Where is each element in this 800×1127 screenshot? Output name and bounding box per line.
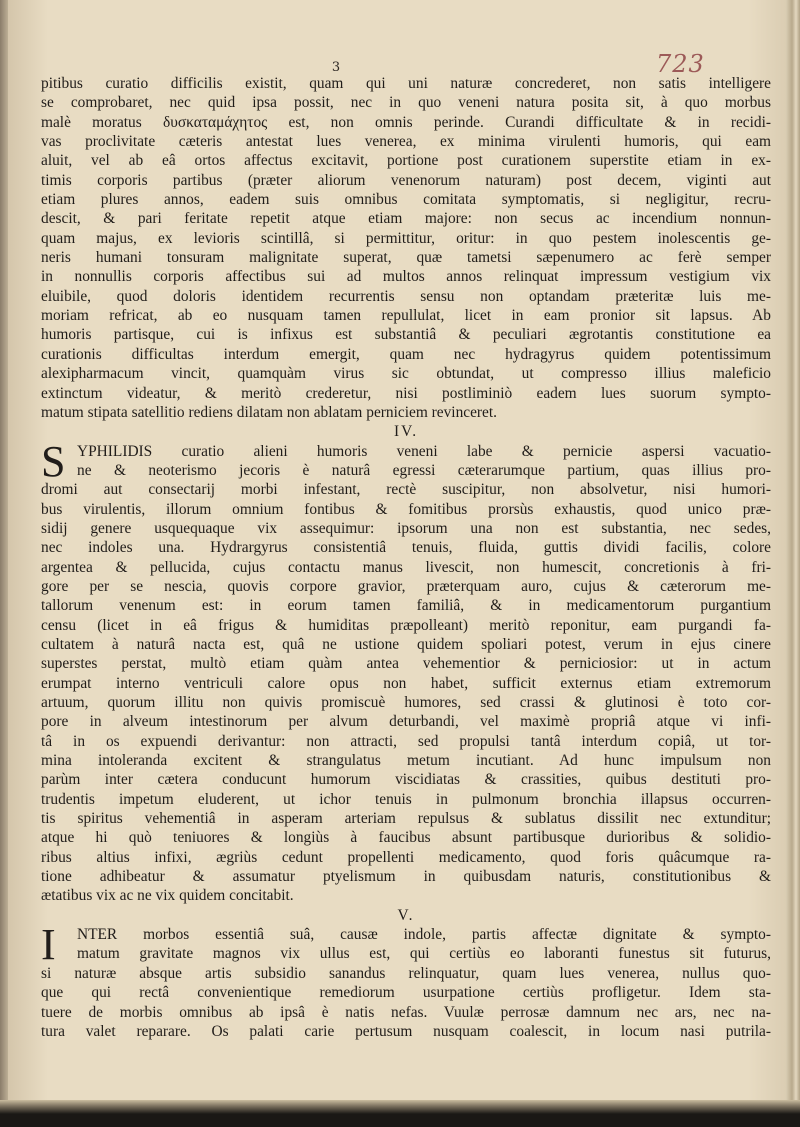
text-line: aluit, vel ab eâ ortos affectus excitavit, portione post curationem superstite etiam in ex- [41, 152, 771, 170]
text-line: erumpat interno ventriculi calore opus non habet, sufficit externus etiam extremorum [41, 674, 771, 692]
text-line: matum stipata satellitio rediens dilatam non ablatam perniciem revinceret. [41, 403, 498, 421]
text-line: moriam refricat, ab eo nusquam tamen repullulat, licet in eam pronior sit lapsus. Ab [41, 307, 771, 325]
text-line: argentea & pellucida, cujus contactu manus livescit, non humescit, concretionis à fri- [41, 558, 771, 576]
text-line: tione adhibeatur & assumatur ptyelismum in quibusdam naturis, constitutionibus & [41, 868, 771, 886]
text-line: gore per se nescia, quovis corpore gravior, præterquam auro, cujus & cæterorum me- [41, 577, 771, 595]
text-line: mina intoleranda excitent & strangulatus metum incutiant. Ad hunc impulsum non [41, 752, 771, 770]
text-line: ne & neoterismo jecoris è naturâ egressi cæterarumque partium, quas illius pro- [77, 461, 771, 479]
text-line: cultatem à naturâ nacta est, quâ ne ustione quidem spoliari potest, verum in ejus cinere [41, 635, 771, 653]
text-line: sidij genere usquequaque vix assequimur: ipsorum una non est substantia, nec sedes, [41, 519, 771, 537]
handwritten-folio-number: 723 [656, 50, 705, 78]
text-line: YPHILIDIS curatio alieni humoris veneni labe & pernicie aspersi vacuatio- [77, 442, 771, 460]
text-line: tâ in os expuendi derivantur: non attracti, sed propulsi tantâ interdum copiâ, ut tor- [41, 732, 771, 750]
text-line: malè moratus δυσκαταμάχητος est, non omnis perinde. Curandi difficultate & in recidi- [41, 113, 771, 131]
text-line: quam majus, ex levioris scintillâ, si permittitur, oritur: in quo pestem inolescentis ge- [41, 229, 771, 247]
book-page [8, 0, 792, 1100]
text-line: eluibile, quod doloris identidem recurrentis sensu non optandam præteritæ luis me- [41, 287, 771, 305]
page-number: 3 [331, 60, 341, 75]
text-line: etiam plures annos, eadem suis omnibus comitata symptomatis, si negligitur, recru- [41, 191, 771, 209]
text-line: extinctum videatur, & meritò crederetur, nisi postliminiò eadem lues suorum sympto- [41, 384, 771, 402]
drop-cap-i: I [41, 920, 56, 970]
text-line: pitibus curatio difficilis existit, quam qui uni naturæ concrederet, non satis intelligere [41, 75, 771, 92]
section-v-paragraph [41, 920, 771, 1041]
page-text [41, 74, 771, 1041]
text-line: descit, & pari feritate repetit atque etiam majore: non secus ac incendium nonnun- [41, 210, 771, 228]
text-line: trudentis impetum eluderent, ut ichor tenuis in pulmonum bronchia illapsus occurren- [41, 790, 771, 808]
text-line: si naturæ absque artis subsidio sanandus relinquatur, quam lues venerea, nullus quo- [41, 964, 771, 982]
text-line: NTER morbos essentiâ suâ, causæ indole, partis affectæ dignitate & sympto- [77, 926, 771, 944]
text-line: que qui rectâ convenientique remediorum usurpatione certiùs profligetur. Idem sta- [41, 984, 771, 1002]
section-heading-v: V. [397, 906, 415, 924]
text-line: neris humani tonsuram malignitate superat, quæ tametsi sæpenumero ac ferè semper [41, 249, 771, 267]
text-line: bus virulentis, illorum omnium fontibus & fomitibus prorsùs exhaustis, quod unico præ- [41, 500, 771, 518]
page-edge-bottom [0, 1100, 800, 1127]
text-line: artuum, quorum illitu non quivis promiscuè humores, sed crassi & glutinosi è toto cor- [41, 694, 771, 711]
text-line: censu (licet in eâ frigus & humiditas præpolleant) meritò reponitur, eam purgandi fa- [41, 616, 771, 634]
text-line: ætatibus vix ac ne vix quidem concitabit. [41, 887, 294, 905]
text-line: superstes perstat, multò etiam quàm antea vehementior & perniciosior: ut in actum [41, 655, 771, 673]
text-line: dromi aut consectarij morbi infestant, rectè suscipitur, non absolvetur, nisi humori- [41, 481, 771, 499]
text-line: tura valet reparare. Os palati carie pertusum nusquam coalescit, in locum nasi putrila- [41, 1022, 771, 1040]
page-edge-right [786, 0, 800, 1100]
text-line: tallorum venenum est: in eorum tamen familiâ, & in medicamentorum purgantium [41, 597, 771, 615]
text-line: humoris partisque, cui is infixus est substantiâ & peculiari ægrotantis constitutione ea [41, 326, 771, 344]
text-line: tis spiritus vehementiâ in asperam arteriam repulsus & sublatus dissilit nec extunditur; [41, 810, 771, 828]
text-line: curationis difficultas interdum emergit, quam nec hydragyrus quidem potentissimum [41, 345, 771, 363]
continuation-paragraph [41, 74, 771, 422]
text-line: parùm inter cætera conducunt humorum viscidiatas & crassities, quibus destituti pro- [41, 771, 771, 789]
text-line: in nonnullis corporis affectibus sui ad multos annos relinquat impressum vestigium vix [41, 268, 771, 286]
section-heading-iv: IV. [393, 423, 419, 441]
text-line: tuere de morbis omnibus ab ipsâ è natis nefas. Vuulæ perrosæ damnum nec ars, nec na- [41, 1003, 771, 1021]
text-line: nec indoles una. Hydrargyrus consistentiâ tenuis, fluida, guttis dividi facilis, colore [41, 539, 771, 557]
text-line: matum gravitate magnos vix ullus est, qui certiùs eo laboranti funestus sit futurus, [77, 945, 771, 963]
text-line: vas proclivitate cæteris antestat lues venerea, ex minima virulenti humoris, qui eam [41, 133, 771, 151]
text-line: ribus altius infixi, ægriùs cedunt propellenti medicamento, quod foris quâcumque ra- [41, 848, 771, 866]
text-line: se comprobaret, nec quid ipsa possit, nec in quo veneni natura posita sit, à quo morbus [41, 94, 771, 112]
section-iv-paragraph [41, 436, 771, 906]
text-line: atque hi quò teniuores & longiùs à faucibus absunt partibusque durioribus & solidio- [41, 829, 771, 847]
text-line: timis corporis partibus (præter aliorum venenorum naturam) post decem, viginti aut [41, 171, 771, 189]
text-line: pore in alveum intestinorum per alvum deturbandi, vel maximè propriâ atque vi infi- [41, 713, 771, 731]
drop-cap-s: S [41, 436, 66, 486]
text-line: alexipharmacum vincit, quamquàm virus sic obtundat, ut compresso illius maleficio [41, 365, 771, 383]
